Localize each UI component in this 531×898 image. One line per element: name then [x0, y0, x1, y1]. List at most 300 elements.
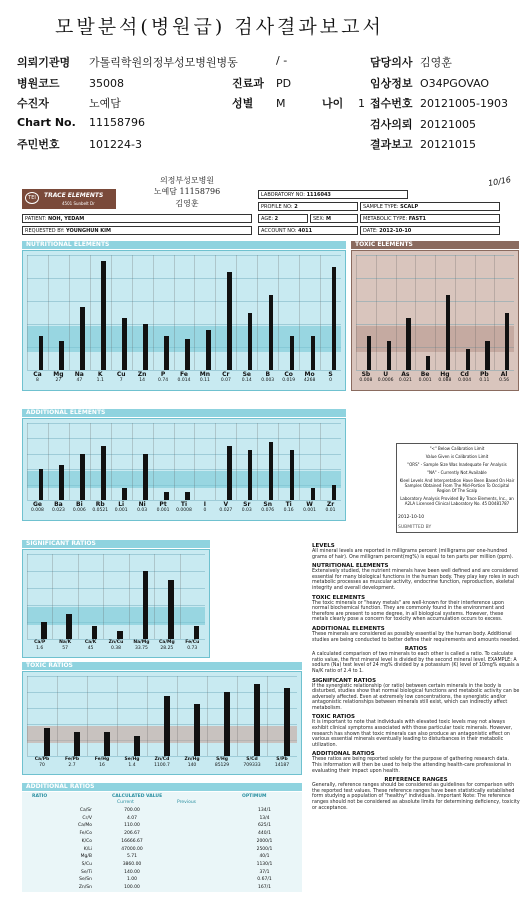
header-right [370, 54, 508, 157]
category-label: Ca [33, 371, 42, 378]
scanned-report [18, 175, 523, 893]
column-divider [236, 255, 237, 370]
bar-sr [248, 450, 253, 500]
nutritional-chart [22, 250, 346, 391]
note-text: Generally, reference ranges should be considered as guidelines for comparison with the reported test values. These reference ranges have been statistically established form studying a population of "healthy" individuals. Important Note: The reference ranges should not be considered as absolute limits for determining deficiency, toxicity or acceptance. [312, 783, 520, 811]
value-label: 1.4 [128, 762, 136, 768]
column-divider [174, 423, 175, 500]
header-label: 검사의뢰 [370, 117, 413, 131]
value-label: 14187 [274, 762, 290, 768]
nutritional-title: NUTRITIONAL ELEMENTS [22, 241, 346, 249]
header-mid [232, 54, 291, 116]
header-value: 가톨릭학원의정부성모병원병동 [89, 56, 238, 69]
ratio-cell: 13/4 [259, 815, 270, 821]
legend-line: Laboratory Analysis Provided By Trace Elements, Inc., an A2LA Licensed Clinical Laboratory No. 45 D0481787 [400, 496, 514, 506]
header-label: 결과보고 [370, 138, 413, 151]
header-value: 김영훈 [420, 56, 452, 69]
bar-mg [59, 341, 64, 370]
toxic-ratios-panel [22, 662, 302, 775]
value-label: 47 [76, 378, 83, 383]
bar-pb [485, 341, 489, 370]
header-label: 진료과 [232, 76, 264, 90]
header-row [17, 116, 238, 137]
category-label: Ni [138, 501, 146, 508]
ratio-cell: 167/1 [258, 885, 271, 890]
column-divider [236, 423, 237, 500]
bar-bi [80, 454, 85, 500]
category-label: V [223, 501, 229, 508]
bar-al [505, 313, 509, 371]
category-label: Fe/Pb [64, 757, 80, 762]
value-label: 0.56 [499, 378, 510, 383]
header-row [17, 95, 238, 116]
ratio-cell: 110.00 [124, 823, 140, 829]
category-label: Rb [95, 501, 105, 508]
header-label: 성별 [232, 97, 254, 110]
ratios-table [22, 792, 302, 892]
column-divider [132, 423, 133, 500]
bar-zr [332, 485, 337, 500]
column-divider [174, 255, 175, 370]
category-label: S/Hg [216, 757, 228, 762]
value-label: 0.076 [261, 508, 275, 513]
header-label: Chart No. [17, 115, 76, 129]
bar-cd [466, 349, 470, 370]
bar-na-k [66, 614, 72, 640]
value-label: 0.021 [398, 378, 412, 383]
column-divider [475, 255, 476, 370]
ratio-cell: 40/1 [259, 854, 270, 860]
bar-s-pb [284, 688, 291, 756]
value-label: 0.0521 [92, 508, 109, 513]
note-heading: LEVELS [312, 543, 335, 549]
ratio-cell: S/Cu [81, 861, 92, 867]
header-row [17, 75, 238, 96]
ratio-cell: 16666.67 [121, 838, 143, 844]
toxic-ratios-chart [22, 671, 302, 775]
value-label: 0.003 [261, 378, 275, 383]
bar-v [227, 446, 232, 500]
age-field: 나이 1 [322, 97, 365, 110]
column-divider [69, 423, 70, 500]
column-divider [299, 255, 300, 370]
header-label: 담당의사 [370, 56, 413, 69]
category-label: Ca/Mg [159, 640, 175, 645]
category-label: Sr [243, 501, 251, 508]
note-heading: SIGNIFICANT RATIOS [312, 677, 377, 684]
note-heading: TOXIC ELEMENTS [312, 594, 366, 601]
handwritten-date: 10/16 [487, 175, 512, 188]
bar-li [122, 488, 127, 500]
ratio-cell: 5.71 [126, 854, 138, 860]
column-divider [111, 255, 112, 370]
column-divider [278, 423, 279, 500]
legend-line: Kleel Levels And Interpretation Have Been Based On Hair Samples Obtained From The Mid-Portion To Occipital Region Of The Scalp [399, 478, 515, 493]
category-label: Fe/Hg [94, 757, 110, 762]
bar-zn-hg [194, 704, 201, 756]
category-label: P [160, 371, 166, 378]
column-divider [376, 255, 377, 370]
value-label: 28.25 [160, 645, 174, 651]
ratio-cell: 3860.00 [122, 861, 142, 867]
page-title: 모발분석(병원급) 검사결과보고서 [55, 16, 384, 38]
value-label: 2.7 [68, 762, 76, 768]
value-label: 70 [39, 762, 45, 768]
ratio-cell: 0.67/1 [257, 877, 272, 883]
value-label: 0.023 [51, 508, 65, 513]
header-value: 11158796 [89, 115, 145, 129]
ratio-cell: K/Li [83, 846, 92, 852]
ratio-cell: Se/Sn [79, 877, 92, 883]
category-label: Cu [116, 371, 126, 378]
value-label: 1.6 [36, 645, 44, 651]
value-label: 0.008 [359, 378, 373, 383]
value-label: 0.0006 [377, 378, 394, 383]
legend-line: Value Given is Calibration Limit [425, 454, 489, 459]
header-value: 101224-3 [89, 138, 142, 151]
column-divider [69, 255, 70, 370]
value-label: 0.001 [156, 508, 170, 513]
category-label: Zn/Cu [108, 640, 124, 645]
ratio-cell: 2000/1 [256, 838, 273, 844]
value-label: 0.11 [479, 378, 490, 383]
value-label: 14 [139, 378, 145, 383]
category-label: U [383, 371, 389, 378]
column-divider [111, 423, 112, 500]
category-label: Sb [361, 371, 371, 378]
column-divider [52, 554, 53, 639]
grid-line [27, 554, 205, 555]
category-label: Ti [285, 501, 292, 508]
bar-zn [143, 324, 148, 370]
ratio-cell: 37/1 [259, 869, 270, 875]
header-row [17, 54, 238, 75]
bar-s-hg [224, 692, 231, 756]
value-label: 0.006 [72, 508, 86, 513]
ratio-cell: 1.00 [126, 877, 138, 883]
grid-line [27, 324, 341, 325]
category-label: Li [118, 501, 125, 508]
account-box: ACCOUNT NO: 4011 [258, 226, 358, 235]
value-label: 16 [99, 762, 105, 768]
value-label: 0.73 [187, 645, 198, 651]
column-divider [194, 255, 195, 370]
column-divider [153, 255, 154, 370]
additional-chart [22, 418, 346, 521]
column-divider [356, 255, 357, 370]
ratio-cell: 100.00 [124, 885, 140, 890]
value-label: 0.14 [241, 378, 252, 383]
column-divider [132, 255, 133, 370]
category-label: Mo [304, 371, 315, 378]
lab-no-box: LABORATORY NO: 1116043 [258, 190, 408, 199]
value-label: 0.019 [282, 378, 296, 383]
toxic-panel [351, 241, 519, 391]
value-label: 1100.7 [154, 762, 170, 768]
ratio-cell: 140.00 [124, 869, 140, 875]
value-label: 0.0008 [176, 508, 192, 513]
category-label: Ca/Pb [34, 757, 50, 762]
category-label: Hg [440, 371, 450, 378]
category-label: Fe/Cu [185, 640, 200, 645]
notes-column [312, 540, 520, 890]
ratio-cell: Fe/Co [79, 831, 92, 837]
ratio-subheader: Current [117, 800, 134, 805]
value-label: 0.03 [241, 508, 252, 513]
category-label: S [328, 371, 333, 378]
bar-s [332, 267, 337, 371]
bar-b [269, 295, 274, 370]
header-row [17, 136, 238, 157]
ratio-column-header: CALCULATED VALUE [112, 794, 163, 799]
column-divider [27, 554, 28, 639]
reference-band [27, 607, 205, 626]
logo-text: TRACE ELEMENTS [44, 192, 104, 199]
header-row [232, 54, 291, 75]
column-divider [27, 255, 28, 370]
bar-ca-p [41, 622, 47, 639]
bar-na-mg [143, 571, 149, 639]
value-label: 0.088 [438, 378, 452, 383]
column-divider [103, 554, 104, 639]
toxic-title: TOXIC ELEMENTS [351, 241, 519, 249]
column-divider [57, 676, 58, 756]
category-label: Al [500, 371, 508, 378]
category-label: Ca/P [34, 640, 46, 645]
note-heading: TOXIC RATIOS [312, 714, 355, 721]
bar-be [426, 356, 430, 370]
bar-zn-cu [117, 631, 123, 640]
age-box: AGE: 2 [258, 214, 308, 223]
value-label: 0.74 [158, 378, 169, 383]
value-label: 0.001 [418, 378, 432, 383]
category-label: Na/Mg [133, 640, 150, 645]
ratio-cell: 2500/1 [256, 846, 273, 852]
category-label: Bi [76, 501, 83, 508]
significant-chart [22, 549, 210, 658]
column-divider [415, 255, 416, 370]
column-divider [90, 255, 91, 370]
grid-line [27, 255, 341, 256]
note-text: If the synergistic relationship (or ratio) between certain minerals in the body is disturbed, studies show that normal biological functions and metabolic activity can be adversely affected. Even at extremely low concentrations, the synergistic and/or antagonistic relationships between minerals still exist, which can indirectly affect metabolism. [312, 683, 520, 711]
legend-line: "ORS" - Sample Size Was Inadequate For Analysis [407, 462, 507, 467]
logo-address: 4501 Sunbelt Dr [62, 201, 95, 206]
category-label: Ba [54, 501, 63, 508]
ratio-cell: 206.67 [124, 831, 140, 837]
toxic-ratios-title: TOXIC RATIOS [22, 662, 302, 670]
column-divider [267, 676, 268, 756]
bar-se [248, 313, 253, 371]
category-label: Zr [326, 501, 335, 508]
category-label: Ge [32, 501, 42, 508]
column-divider [494, 255, 495, 370]
ratio-cell: 625/1 [258, 823, 271, 829]
legend-line: "NA" - Currently Not Available [427, 470, 487, 475]
bar-k [101, 261, 106, 370]
toxic-chart [351, 250, 519, 391]
column-divider [48, 423, 49, 500]
category-label: Ca/K [84, 640, 97, 645]
category-label: Na [74, 371, 84, 378]
header-row [370, 95, 508, 116]
column-divider [129, 554, 130, 639]
bar-ba [59, 465, 64, 500]
header-value: M [276, 97, 286, 110]
header-value: 20121005-1903 [420, 97, 508, 110]
header-value: O34PGOVAO [420, 76, 490, 90]
value-label: 33.75 [134, 645, 148, 651]
bar-ni [143, 454, 148, 500]
category-label: Zn/Cd [154, 757, 170, 762]
category-label: Sn [263, 501, 273, 508]
column-divider [207, 676, 208, 756]
header-value: 20121015 [420, 138, 476, 151]
header-value: 20121005 [420, 117, 476, 131]
bar-ti [185, 492, 190, 500]
category-label: K [97, 371, 103, 378]
column-divider [396, 255, 397, 370]
metabolic-box: METABOLIC TYPE: FAST1 [360, 214, 500, 223]
ratio-column-header: RATIO [32, 794, 48, 799]
value-label: 0.027 [219, 508, 233, 513]
column-divider [320, 423, 321, 500]
grid-line [27, 676, 297, 677]
note-text: These minerals are considered as possibly essential by the human body. Additional studies are being conducted to better define their requirements and amounts needed. [312, 631, 520, 643]
header-left [17, 54, 238, 157]
bar-w [311, 488, 316, 500]
value-label: 4268 [303, 378, 316, 383]
bar-hg [446, 295, 450, 370]
grid-line [27, 423, 341, 424]
value-label: 1.1 [96, 378, 104, 383]
header-row [370, 54, 508, 75]
bar-mo [311, 336, 316, 371]
column-divider [237, 676, 238, 756]
grid-line [27, 278, 341, 279]
header-value: / - [276, 54, 288, 67]
header-row [232, 95, 291, 116]
legend-line: "<" Below Calibration Limit [429, 446, 485, 451]
category-label: I [203, 501, 207, 508]
date-box: DATE: 2012-10-10 [360, 226, 500, 235]
sex-box: SEX: M [310, 214, 358, 223]
value-label: 57 [62, 645, 68, 651]
hospital-stamp: 의정부성모병원 노예담 11158796 김영훈 [153, 176, 221, 208]
header-value: 35008 [89, 76, 124, 90]
value-label: 0.001 [114, 508, 128, 513]
value-label: 0 [203, 508, 207, 513]
patient-box: PATIENT: NOH, YEDAM [22, 214, 252, 223]
ratio-column-header: OPTIMUM [242, 794, 267, 799]
category-label: S/Pb [276, 757, 288, 762]
sample-box: SAMPLE TYPE: SCALP [360, 202, 500, 211]
ratio-cell: Mg/B [80, 854, 92, 860]
header-row [370, 75, 508, 96]
additional-ratios-panel [22, 783, 302, 893]
value-label: 709333 [243, 762, 261, 768]
value-label: 0.38 [110, 645, 121, 651]
value-label: 0.11 [199, 378, 210, 383]
column-divider [215, 423, 216, 500]
column-divider [320, 255, 321, 370]
column-divider [27, 423, 28, 500]
bar-co [290, 336, 295, 371]
note-heading: ADDITIONAL RATIOS [312, 751, 375, 758]
note-text: It is important to note that individuals with elevated toxic levels may not always exhibit clinical symptoms associated with those particular toxic minerals. However, research has shown that toxic minerals can also produce an antagonistic effect on various essential minerals eventually leading to disturbances in their metabolic utilization. [312, 720, 513, 748]
column-divider [435, 255, 436, 370]
bar-pt [164, 492, 169, 500]
column-divider [154, 554, 155, 639]
ratio-cell: 134/1 [258, 808, 271, 813]
ratio-cell: Ca/Sr [79, 808, 92, 813]
header-value: PD [276, 76, 292, 90]
category-label: Be [420, 371, 430, 378]
note-text: All mineral levels are reported in milligrams percent (milligrams per one-hundred grams of hair). One milligram percent(mg%) is equal to ten parts per million (ppm). [312, 549, 514, 560]
bar-ti [290, 450, 295, 500]
value-label: 85129 [214, 762, 230, 768]
category-label: Pb [480, 371, 489, 378]
note-text: These ratios are being reported solely for the purpose of gathering research data. This information will then be used to help the attending health-care professional in evaluating their impact upon health. [312, 757, 512, 774]
bar-ca-k [92, 626, 98, 639]
note-heading: REFERENCE RANGES [384, 777, 448, 784]
header-label: 접수번호 [370, 97, 413, 110]
ratio-cell: Ca/Mo [77, 823, 92, 829]
column-divider [257, 255, 258, 370]
header-label: 임상정보 [370, 76, 413, 90]
category-label: Se/Hg [124, 757, 140, 762]
bar-mn [206, 330, 211, 370]
header-row [370, 136, 508, 157]
column-divider [147, 676, 148, 756]
header-label: 의뢰기관명 [17, 56, 71, 69]
bar-ca-pb [44, 728, 51, 756]
value-label: 0.014 [177, 378, 191, 383]
value-label: 27 [55, 378, 62, 383]
column-divider [194, 423, 195, 500]
category-label: S/Cd [246, 757, 258, 762]
grid-line [27, 301, 341, 302]
signature-date: 2012-10-10 [398, 515, 425, 520]
header-label: 수진자 [17, 97, 49, 110]
bar-u [387, 341, 391, 370]
column-divider [455, 255, 456, 370]
category-label: Mg [53, 371, 64, 378]
ratio-cell: 47000.00 [121, 846, 143, 852]
note-text: The toxic minerals or "heavy metals" are well-known for their interference upon normal biochemical function. They are commonly found in the environment and therefore are present to some degree, in all biological systems. However, these metals clearly pose a concern for toxicity when accumulation occurs to excess. [312, 600, 505, 623]
bar-fe-hg [104, 732, 111, 756]
bar-na [80, 307, 85, 370]
significant-title: SIGNIFICANT RATIOS [22, 540, 210, 548]
column-divider [278, 255, 279, 370]
additional-title: ADDITIONAL ELEMENTS [22, 409, 346, 417]
category-label: Mn [199, 371, 211, 378]
bar-rb [101, 446, 106, 500]
column-divider [48, 255, 49, 370]
grid-line [27, 438, 341, 439]
bar-ge [39, 469, 44, 500]
category-label: Se [242, 371, 251, 378]
bar-ca [39, 336, 44, 371]
note-text: A calculated comparison of two minerals to each other is called a ratio. To calculate ratio value, the first mineral level is divided by the second mineral level. EXAMPLE: A sodium (Na) test level of 24 mg% divided by a potassium (K) level of 10mg% equals a Na/K ratio of 2.4 to 1. [312, 652, 520, 674]
bar-ca-mg [168, 580, 174, 640]
ratio-cell: Se/Ti [80, 869, 92, 875]
requested-box: REQUESTED BY: YOUNGHUN KIM [22, 226, 252, 235]
nutritional-panel [22, 241, 346, 391]
value-label: 0.16 [283, 508, 294, 513]
category-label: Na/K [59, 640, 72, 645]
grid-line [27, 571, 205, 572]
header-value: 노예담 [89, 97, 121, 110]
